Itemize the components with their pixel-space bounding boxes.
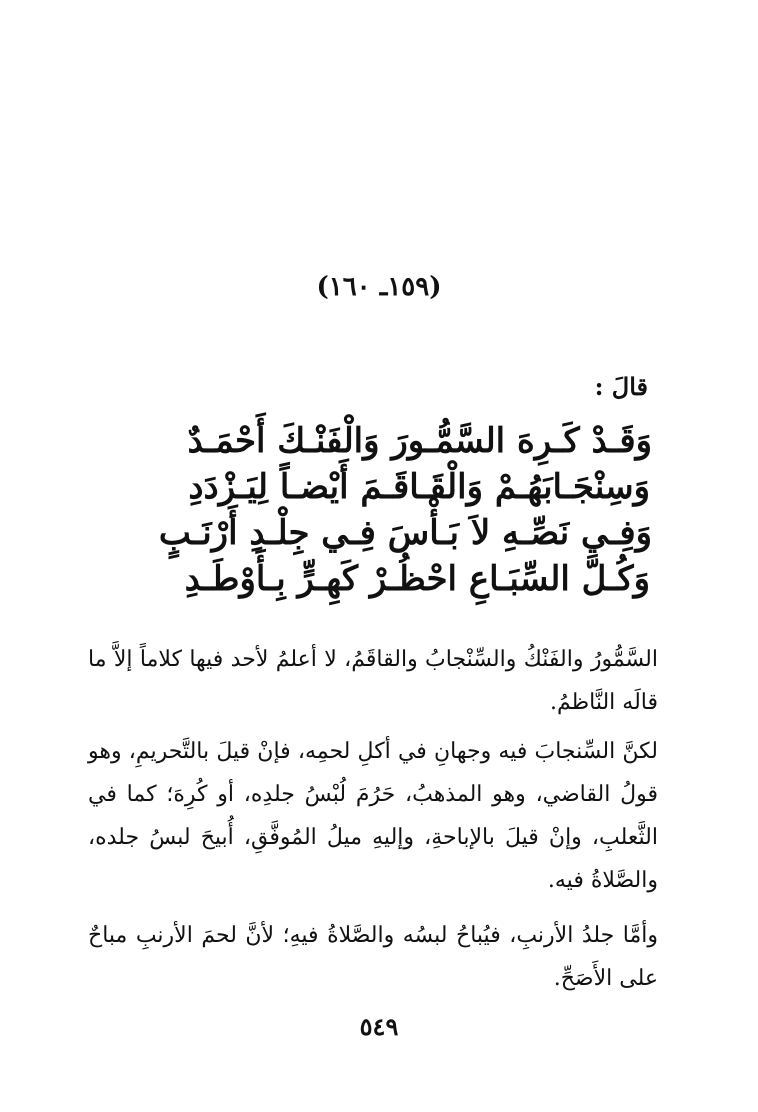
- commentary-paragraph-2: لكنَّ السِّنجابَ فيه وجهانِ في أكلِ لحمِه، فإنْ قيلَ بالتَّحريمِ، وهو قولُ القاضي، وهو المذهبُ، حَرُمَ لُبْسُ جلدِه، أو كُرِهَ؛ كما في الثَّعلبِ، وإنْ قيلَ بالإباحةِ، وإليهِ ميلُ المُوفَّقِ، أُبيحَ لبسُ جلده، والصَّلاةُ فيه.: [88, 739, 658, 893]
- verse-line-3: وَفِـي نَصِّـهِ لاَ بَـأْسَ فِـي جِلْـدِ أَرْنَـبٍ: [158, 513, 652, 553]
- verse-line-2: وَسِنْجَـابَهُـمْ وَالْقَـاقَـمَ أَيْضـاً لِيَـزْدَدِ: [188, 467, 650, 507]
- verse-line-4: وَكُـلَّ السِّبَـاعِ احْظُـرْ كَهِـرٍّ بِـأَوْطَـدِ: [184, 559, 650, 599]
- commentary-paragraph-1: السَّمُّورُ والفَنْكُ والسِّنْجابُ والقاقَمُ، لا أعلمُ لأحد فيها كلاماً إلاَّ ما قالَه النَّاظمُ.: [88, 647, 658, 715]
- poem-verses: [92, 418, 652, 602]
- commentary-paragraph-3: وأمَّا جلدُ الأرنبِ، فيُباحُ لبسُه والصَّلاةُ فيهِ؛ لأنَّ لحمَ الأرنبِ مباحٌ على الأَصَحِّ.: [88, 923, 658, 991]
- verse-range-heading: (١٥٩ـ ١٦٠): [316, 272, 442, 302]
- intro-label: قالَ :: [594, 372, 648, 401]
- verse-line-1: وَقَـدْ كَـرِهَ السَّمُّـورَ وَالْفَنْـكَ أَحْمَـدٌ: [187, 421, 652, 461]
- page-number: ٥٤٩: [359, 1012, 399, 1041]
